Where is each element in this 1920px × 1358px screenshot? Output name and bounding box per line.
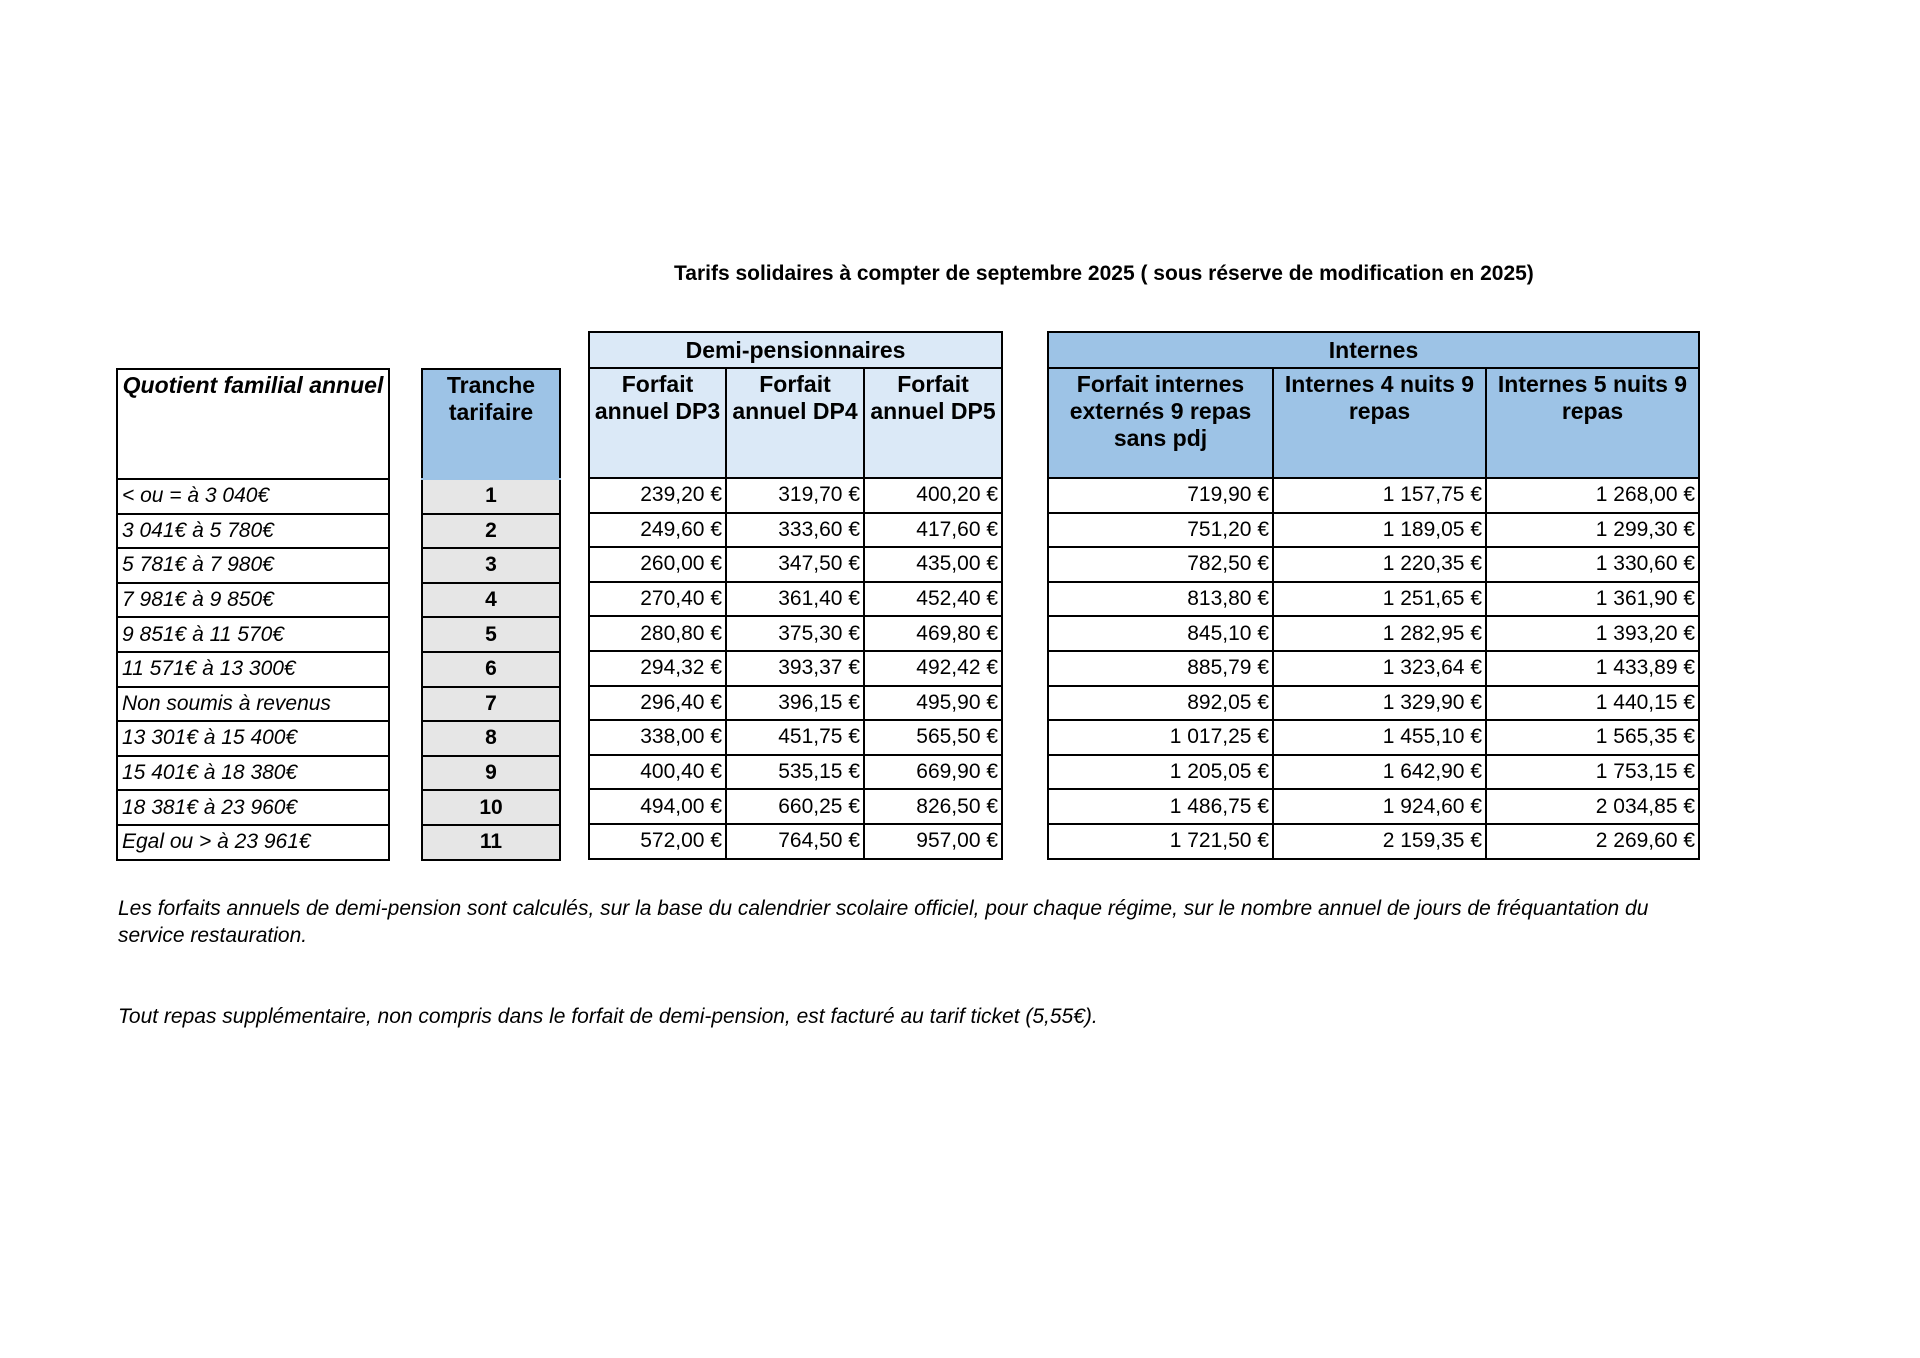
cell-quotient: Egal ou > à 23 961€ (117, 825, 389, 860)
cell-int5: 1 299,30 € (1486, 513, 1699, 548)
cell-int4: 1 251,65 € (1273, 582, 1486, 617)
table-row (422, 756, 560, 791)
table-row (117, 687, 389, 722)
table-row (422, 583, 560, 618)
cell-ext9: 845,10 € (1048, 616, 1273, 651)
table-row (1048, 616, 1699, 651)
cell-tranche: 7 (422, 687, 560, 722)
header-dp5: Forfait annuel DP5 (864, 368, 1002, 478)
table-row (589, 547, 1002, 582)
cell-quotient: 11 571€ à 13 300€ (117, 652, 389, 687)
table-row (589, 789, 1002, 824)
cell-tranche: 10 (422, 790, 560, 825)
cell-int4: 1 157,75 € (1273, 478, 1486, 513)
tranche-table (421, 368, 561, 861)
table-row (1048, 582, 1699, 617)
cell-int5: 2 034,85 € (1486, 789, 1699, 824)
table-row (422, 548, 560, 583)
cell-dp3: 338,00 € (589, 720, 726, 755)
cell-dp5: 565,50 € (864, 720, 1002, 755)
table-row (1048, 755, 1699, 790)
cell-tranche: 5 (422, 617, 560, 652)
cell-dp3: 294,32 € (589, 651, 726, 686)
cell-dp5: 435,00 € (864, 547, 1002, 582)
cell-dp3: 270,40 € (589, 582, 726, 617)
table-row (422, 687, 560, 722)
header-tranche: Tranche tarifaire (422, 369, 560, 479)
table-row (1048, 513, 1699, 548)
cell-int4: 1 323,64 € (1273, 651, 1486, 686)
table-row (422, 617, 560, 652)
cell-ext9: 782,50 € (1048, 547, 1273, 582)
cell-ext9: 1 017,25 € (1048, 720, 1273, 755)
page-title: Tarifs solidaires à compter de septembre 2025 ( sous réserve de modification en 2025) (674, 262, 1534, 285)
cell-dp5: 957,00 € (864, 824, 1002, 859)
cell-quotient: 13 301€ à 15 400€ (117, 721, 389, 756)
cell-tranche: 9 (422, 756, 560, 791)
cell-dp5: 469,80 € (864, 616, 1002, 651)
cell-int5: 1 268,00 € (1486, 478, 1699, 513)
cell-int4: 1 642,90 € (1273, 755, 1486, 790)
table-row (117, 548, 389, 583)
demi-pension-table (588, 331, 1003, 860)
cell-int4: 1 282,95 € (1273, 616, 1486, 651)
cell-int5: 2 269,60 € (1486, 824, 1699, 859)
header-ext9: Forfait internes externés 9 repas sans pdj (1048, 368, 1273, 478)
quotient-rows (117, 479, 389, 860)
cell-ext9: 1 205,05 € (1048, 755, 1273, 790)
cell-ext9: 719,90 € (1048, 478, 1273, 513)
table-row (422, 790, 560, 825)
cell-quotient: 15 401€ à 18 380€ (117, 756, 389, 791)
table-row (589, 513, 1002, 548)
header-dp3: Forfait annuel DP3 (589, 368, 726, 478)
table-row (1048, 686, 1699, 721)
cell-dp5: 400,20 € (864, 478, 1002, 513)
cell-quotient: 18 381€ à 23 960€ (117, 790, 389, 825)
cell-dp4: 764,50 € (726, 824, 864, 859)
cell-dp4: 393,37 € (726, 651, 864, 686)
cell-dp4: 333,60 € (726, 513, 864, 548)
cell-tranche: 8 (422, 721, 560, 756)
table-row (1048, 478, 1699, 513)
header-int4: Internes 4 nuits 9 repas (1273, 368, 1486, 478)
table-row (117, 652, 389, 687)
table-row (117, 756, 389, 791)
cell-int5: 1 361,90 € (1486, 582, 1699, 617)
tranche-rows (422, 479, 560, 860)
cell-dp5: 495,90 € (864, 686, 1002, 721)
cell-dp4: 361,40 € (726, 582, 864, 617)
table-row (422, 652, 560, 687)
header-internes: Internes (1048, 332, 1699, 368)
table-row (589, 651, 1002, 686)
table-row (1048, 651, 1699, 686)
table-row (589, 720, 1002, 755)
cell-ext9: 885,79 € (1048, 651, 1273, 686)
table-row (1048, 547, 1699, 582)
cell-dp5: 417,60 € (864, 513, 1002, 548)
cell-dp4: 375,30 € (726, 616, 864, 651)
table-row (1048, 824, 1699, 859)
header-dp4: Forfait annuel DP4 (726, 368, 864, 478)
table-row (1048, 720, 1699, 755)
table-row (117, 790, 389, 825)
cell-tranche: 2 (422, 514, 560, 549)
cell-quotient: Non soumis à revenus (117, 687, 389, 722)
table-row (1048, 789, 1699, 824)
cell-dp3: 572,00 € (589, 824, 726, 859)
note-forfaits: Les forfaits annuels de demi-pension sont calculés, sur la base du calendrier scolaire officiel, pour chaque régime, sur le nombre annuel de jours de fréquantation du service restauration. (118, 897, 1649, 947)
cell-dp4: 451,75 € (726, 720, 864, 755)
cell-int5: 1 440,15 € (1486, 686, 1699, 721)
header-demi-pensionnaires: Demi-pensionnaires (589, 332, 1002, 368)
cell-int4: 1 329,90 € (1273, 686, 1486, 721)
cell-dp4: 535,15 € (726, 755, 864, 790)
cell-dp3: 494,00 € (589, 789, 726, 824)
table-row (589, 616, 1002, 651)
cell-int4: 1 189,05 € (1273, 513, 1486, 548)
cell-dp4: 396,15 € (726, 686, 864, 721)
cell-dp3: 400,40 € (589, 755, 726, 790)
cell-int4: 1 455,10 € (1273, 720, 1486, 755)
cell-tranche: 1 (422, 479, 560, 514)
cell-quotient: 5 781€ à 7 980€ (117, 548, 389, 583)
cell-int5: 1 753,15 € (1486, 755, 1699, 790)
cell-dp3: 296,40 € (589, 686, 726, 721)
cell-int4: 2 159,35 € (1273, 824, 1486, 859)
table-row (589, 686, 1002, 721)
table-row (422, 721, 560, 756)
cell-dp3: 280,80 € (589, 616, 726, 651)
table-row (422, 825, 560, 860)
cell-tranche: 6 (422, 652, 560, 687)
quotient-table (116, 368, 390, 861)
table-row (117, 721, 389, 756)
cell-dp3: 249,60 € (589, 513, 726, 548)
cell-int5: 1 433,89 € (1486, 651, 1699, 686)
internes-rows (1048, 478, 1699, 859)
table-row (589, 755, 1002, 790)
note-repas-supplementaire: Tout repas supplémentaire, non compris dans le forfait de demi-pension, est facturé au tarif ticket (5,55€). (118, 1005, 1098, 1028)
demi-pension-rows (589, 478, 1002, 859)
cell-int5: 1 565,35 € (1486, 720, 1699, 755)
cell-tranche: 4 (422, 583, 560, 618)
table-row (589, 824, 1002, 859)
cell-dp5: 492,42 € (864, 651, 1002, 686)
cell-quotient: 9 851€ à 11 570€ (117, 617, 389, 652)
cell-quotient: 3 041€ à 5 780€ (117, 514, 389, 549)
cell-int4: 1 924,60 € (1273, 789, 1486, 824)
table-row (117, 479, 389, 514)
table-row (422, 479, 560, 514)
table-row (117, 514, 389, 549)
cell-ext9: 1 721,50 € (1048, 824, 1273, 859)
cell-ext9: 892,05 € (1048, 686, 1273, 721)
table-row (117, 583, 389, 618)
table-row (422, 514, 560, 549)
cell-quotient: < ou = à 3 040€ (117, 479, 389, 514)
cell-dp5: 826,50 € (864, 789, 1002, 824)
cell-ext9: 813,80 € (1048, 582, 1273, 617)
cell-tranche: 11 (422, 825, 560, 860)
cell-dp5: 669,90 € (864, 755, 1002, 790)
cell-dp4: 319,70 € (726, 478, 864, 513)
cell-dp3: 239,20 € (589, 478, 726, 513)
cell-int5: 1 330,60 € (1486, 547, 1699, 582)
cell-int4: 1 220,35 € (1273, 547, 1486, 582)
cell-dp5: 452,40 € (864, 582, 1002, 617)
internes-table (1047, 331, 1700, 860)
table-row (589, 478, 1002, 513)
header-int5: Internes 5 nuits 9 repas (1486, 368, 1699, 478)
cell-tranche: 3 (422, 548, 560, 583)
table-row (117, 617, 389, 652)
cell-quotient: 7 981€ à 9 850€ (117, 583, 389, 618)
cell-int5: 1 393,20 € (1486, 616, 1699, 651)
table-row (589, 582, 1002, 617)
cell-dp3: 260,00 € (589, 547, 726, 582)
cell-ext9: 751,20 € (1048, 513, 1273, 548)
table-row (117, 825, 389, 860)
cell-dp4: 347,50 € (726, 547, 864, 582)
header-quotient: Quotient familial annuel (117, 369, 389, 479)
cell-ext9: 1 486,75 € (1048, 789, 1273, 824)
cell-dp4: 660,25 € (726, 789, 864, 824)
